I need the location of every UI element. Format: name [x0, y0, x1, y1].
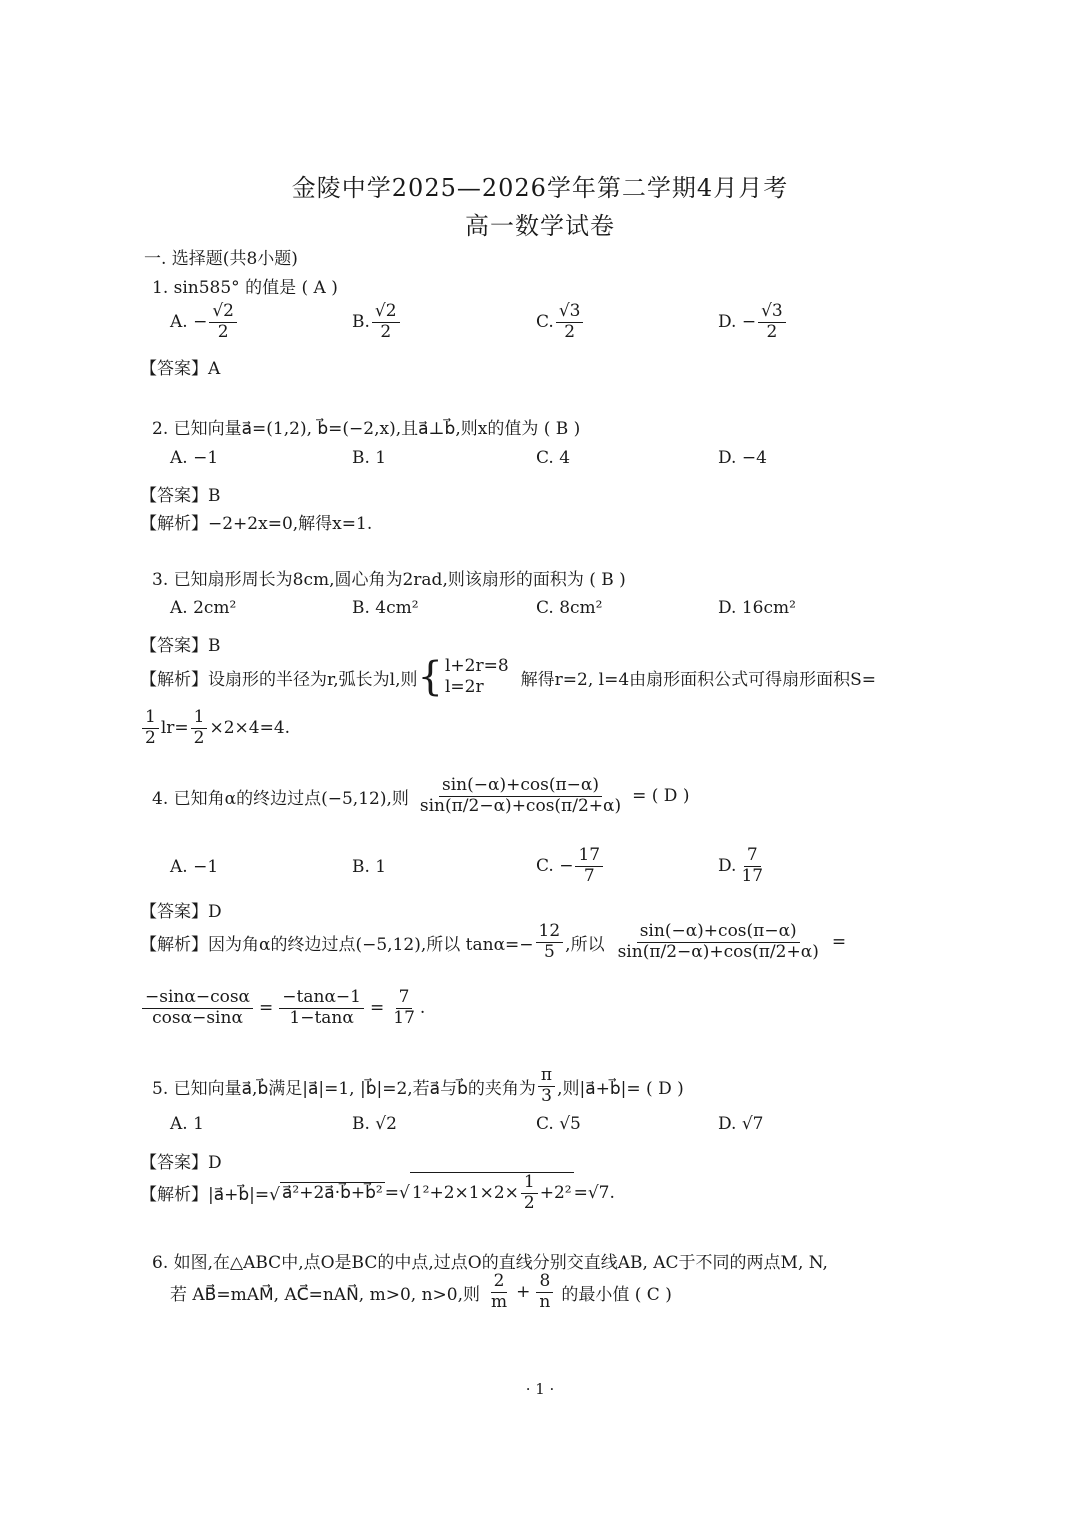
q5-option-d: D. √7	[718, 1114, 764, 1134]
q4-l2-num2: −tanα−1	[279, 988, 364, 1009]
q1-option-c	[536, 302, 585, 342]
q3-frac2-den: 2	[193, 727, 205, 748]
q6-plus: +	[516, 1282, 531, 1303]
q4-option-b: B. 1	[352, 857, 387, 877]
q4-option-d	[718, 846, 768, 886]
q5-option-c: C. √5	[536, 1114, 581, 1134]
q5-sqrt2	[410, 1172, 574, 1213]
q5-stem-post: ,则|a⃗+b⃗|= ( D )	[557, 1078, 684, 1099]
q6-line2-pre: 若 AB⃗=mAM⃗, AC⃗=nAN⃗, m>0, n>0,则	[170, 1284, 481, 1305]
q5-analysis-pre: 【解析】|a⃗+b⃗|=√	[140, 1185, 280, 1206]
q1-answer: 【答案】A	[140, 359, 221, 379]
exam-subtitle: 高一数学试卷	[465, 212, 615, 240]
q4-l2-num3: 7	[396, 988, 413, 1009]
q2-answer: 【答案】B	[140, 486, 221, 506]
q3-line2-end: ×2×4=4.	[209, 718, 291, 739]
brace-symbol: {	[417, 654, 443, 701]
q6-f2-den: n	[539, 1291, 551, 1312]
section-heading: 一. 选择题(共8小题)	[144, 249, 298, 269]
q1-option-b	[352, 302, 402, 342]
q1-option-b-den: 2	[380, 321, 392, 342]
q4-option-c-den: 7	[583, 865, 595, 886]
q5-stem-pre: 5. 已知向量a⃗,b⃗满足|a⃗|=1, |b⃗|=2,若a⃗与b⃗的夹角为	[152, 1078, 536, 1099]
q6-f1-num: 2	[491, 1272, 508, 1293]
q4-l2-num1: −sinα−cosα	[142, 988, 253, 1009]
q4-l2-den2: 1−tanα	[289, 1007, 354, 1028]
q5-answer: 【答案】D	[140, 1153, 222, 1173]
q1-option-b-num: √2	[372, 302, 400, 323]
q3-equation-system	[418, 656, 509, 699]
q5-sqrt2-num: 1	[521, 1173, 538, 1194]
q5-sqrt2-post: +2²	[539, 1183, 572, 1204]
q4-option-c	[536, 846, 605, 886]
q1-option-d	[718, 302, 788, 342]
q4-option-a: A. −1	[170, 857, 219, 877]
q3-option-b: B. 4cm²	[352, 598, 419, 618]
q3-option-d: D. 16cm²	[718, 598, 796, 618]
q4-l2-den3: 17	[393, 1007, 415, 1028]
q4-analysis-mid: ,所以	[565, 934, 605, 955]
q1-option-d-label: D. −	[718, 312, 757, 333]
q4-frac-den: sin(π/2−α)+cos(π/2+α)	[419, 795, 622, 816]
q3-line2-mid: lr=	[160, 718, 189, 739]
q1-option-b-label: B.	[352, 312, 370, 333]
q1-option-a	[170, 302, 239, 342]
q4-analysis-eq: =	[831, 932, 847, 953]
q4-analysis-frac-den: sin(π/2−α)+cos(π/2+α)	[617, 941, 819, 962]
q5-stem	[152, 1066, 684, 1106]
q4-option-d-num: 7	[744, 846, 761, 867]
q4-stem-pre: 4. 已知角α的终边过点(−5,12),则	[152, 788, 409, 809]
q1-option-d-num: √3	[758, 302, 786, 323]
q1-option-c-den: 2	[564, 321, 576, 342]
q4-analysis-line2: $\frac{-\sin\alpha-\cos\alpha}{\cos\alpha-\sin\alpha}$ = $\frac{-\tan\alpha-1}{1-\tan\alpha}$ = $\frac{7}{17}$ .	[140, 988, 425, 1028]
q3-analysis-line1	[140, 656, 876, 699]
q4-option-d-label: D.	[718, 856, 737, 877]
q3-option-c: C. 8cm²	[536, 598, 603, 618]
q3-brace-row2: l=2r	[444, 677, 484, 698]
q3-stem: 3. 已知扇形周长为8cm,圆心角为2rad,则该扇形的面积为 ( B )	[152, 570, 626, 590]
q4-analysis-pre: 【解析】因为角α的终边过点(−5,12),所以 tanα=−	[140, 934, 534, 955]
q6-line2	[170, 1272, 672, 1312]
q3-answer: 【答案】B	[140, 636, 221, 656]
q6-line2-post: 的最小值 ( C )	[561, 1284, 672, 1305]
q2-option-d: D. −4	[718, 448, 767, 468]
q5-analysis-end: =√7.	[573, 1182, 615, 1203]
q3-option-a: A. 2cm²	[170, 598, 237, 618]
q3-analysis-pre: 【解析】设扇形的半径为r,弧长为l,则	[140, 669, 418, 690]
q4-stem-post: = ( D )	[632, 786, 690, 807]
q6-line1: 6. 如图,在△ABC中,点O是BC的中点,过点O的直线分别交直线AB, AC于不同的两点M, N,	[152, 1253, 828, 1273]
q3-frac1-den: 2	[145, 727, 156, 748]
q2-analysis: 【解析】−2+2x=0,解得x=1.	[140, 514, 373, 534]
q4-option-c-label: C. −	[536, 856, 574, 877]
page-number: · 1 ·	[525, 1380, 555, 1398]
q4-analysis-frac-num: sin(−α)+cos(π−α)	[637, 922, 800, 943]
q1-option-a-label: A. −	[170, 312, 208, 333]
q3-brace-row1: l+2r=8	[444, 656, 509, 676]
q2-option-a: A. −1	[170, 448, 219, 468]
q5-angle-num: π	[538, 1066, 555, 1087]
q6-f1-den: m	[491, 1291, 508, 1312]
q4-tan-num: 12	[536, 922, 564, 943]
q4-frac-num: sin(−α)+cos(π−α)	[439, 776, 602, 797]
q2-option-c: C. 4	[536, 448, 571, 468]
q3-analysis-line2	[140, 708, 290, 748]
q5-option-b: B. √2	[352, 1114, 397, 1134]
q1-stem: 1. sin585° 的值是 ( A )	[152, 278, 338, 298]
exam-title: 金陵中学2025—2026学年第二学期4月月考	[291, 174, 789, 202]
q5-analysis-mid: =√	[384, 1182, 410, 1203]
q4-l2-den1: cosα−sinα	[152, 1007, 243, 1028]
q6-f2-num: 8	[536, 1272, 553, 1293]
q5-sqrt2-den: 2	[523, 1192, 535, 1213]
q5-angle-den: 3	[541, 1085, 552, 1106]
q4-option-c-num: 17	[575, 846, 603, 867]
q5-option-a: A. 1	[170, 1114, 204, 1134]
q1-option-a-den: 2	[217, 321, 229, 342]
q1-option-d-den: 2	[766, 321, 778, 342]
q3-analysis-post: 解得r=2, l=4由扇形面积公式可得扇形面积S=	[520, 669, 877, 690]
q5-sqrt2-pre: 1²+2×1×2×	[411, 1183, 519, 1204]
q2-option-b: B. 1	[352, 448, 387, 468]
q1-option-a-num: √2	[209, 302, 237, 323]
q3-frac1-num: 1	[142, 708, 159, 729]
q2-stem: 2. 已知向量a⃗=(1,2), b⃗=(−2,x),且a⃗⊥b⃗,则x的值为 ( B )	[152, 419, 581, 439]
q4-stem	[152, 776, 689, 816]
q4-tan-den: 5	[543, 941, 555, 962]
q1-option-c-num: √3	[556, 302, 584, 323]
q1-option-c-label: C.	[536, 312, 554, 333]
q5-sqrt1: a⃗²+2a⃗·b⃗+b⃗²	[281, 1183, 383, 1204]
q3-frac2-num: 1	[191, 708, 208, 729]
q4-analysis-line1	[140, 922, 846, 962]
q4-answer: 【答案】D	[140, 902, 222, 922]
q4-option-d-den: 17	[741, 865, 764, 886]
q5-analysis	[140, 1172, 615, 1213]
